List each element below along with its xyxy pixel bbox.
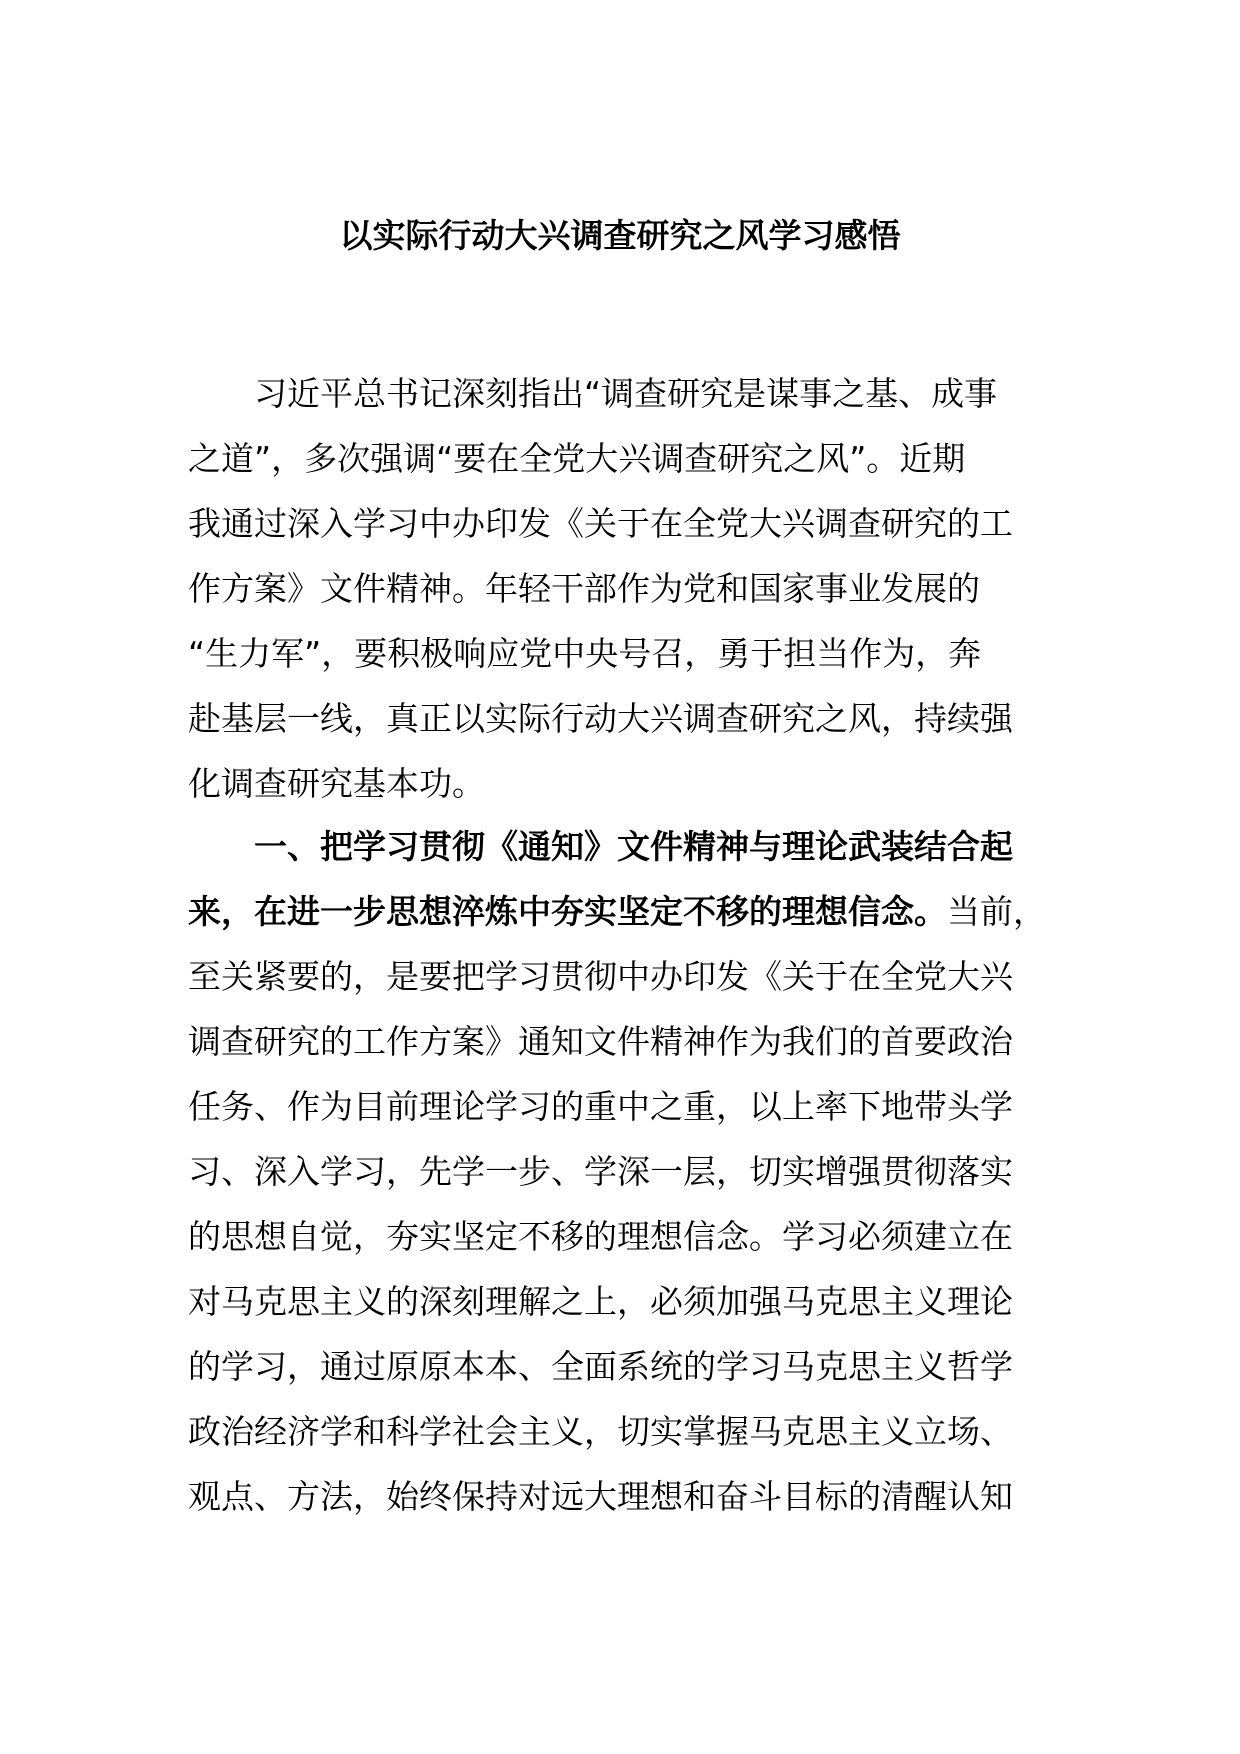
paragraph-section-one — [188, 814, 1058, 1529]
text-line: 习近平总书记深刻指出“调查研究是谋事之基、成事 — [254, 374, 998, 413]
text-line: 化调查研究基本功。 — [188, 764, 485, 803]
text-line: 我通过深入学习中办印发《关于在全党大兴调查研究的工 — [188, 504, 1013, 543]
paragraph-intro — [188, 361, 1058, 816]
text-fragment: 当前， — [947, 892, 1046, 931]
text-line: 任务、作为目前理论学习的重中之重，以上率下地带头学 — [188, 1087, 1013, 1126]
text-line: 政治经济学和科学社会主义，切实掌握马克思主义立场、 — [188, 1412, 1013, 1451]
text-line: 观点、方法，始终保持对远大理想和奋斗目标的清醒认知 — [188, 1477, 1013, 1516]
text-line: 调查研究的工作方案》通知文件精神作为我们的首要政治 — [188, 1022, 1013, 1061]
text-line: 之道”，多次强调“要在全党大兴调查研究之风”。近期 — [188, 439, 966, 478]
text-line: 的学习，通过原原本本、全面系统的学习马克思主义哲学 — [188, 1347, 1013, 1386]
text-line: 赴基层一线，真正以实际行动大兴调查研究之风，持续强 — [188, 699, 1013, 738]
section-heading-line: 一、把学习贯彻《通知》文件精神与理论武装结合起 — [254, 827, 1013, 866]
text-line — [188, 879, 1058, 944]
text-line: 作方案》文件精神。年轻干部作为党和国家事业发展的 — [188, 569, 980, 608]
document-title: 以实际行动大兴调查研究之风学习感悟 — [339, 216, 901, 255]
section-heading-line: 来，在进一步思想淬炼中夯实坚定不移的理想信念。 — [188, 892, 947, 931]
text-line: 习、深入学习，先学一步、学深一层，切实增强贯彻落实 — [188, 1152, 1013, 1191]
text-line: 至关紧要的，是要把学习贯彻中办印发《关于在全党大兴 — [188, 957, 1013, 996]
text-line: “生力军”，要积极响应党中央号召，勇于担当作为，奔 — [188, 634, 982, 673]
text-line: 的思想自觉，夯实坚定不移的理想信念。学习必须建立在 — [188, 1217, 1013, 1256]
text-line: 对马克思主义的深刻理解之上，必须加强马克思主义理论 — [188, 1282, 1013, 1321]
